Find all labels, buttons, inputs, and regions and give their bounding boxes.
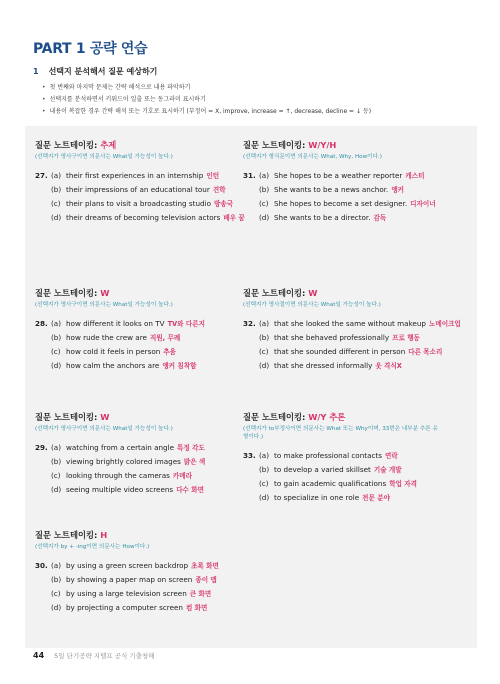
option <box>51 483 245 497</box>
block-header <box>35 139 245 151</box>
option-annotation: 전문 분야 <box>362 494 390 502</box>
option-text: their impressions of an educational tour <box>66 185 210 194</box>
block-note: (선택지가 명사절이면 의문사는 What일 가능성이 높다.) <box>243 302 381 308</box>
option-annotation: 컴 화면 <box>185 604 208 612</box>
header-tag: W/Y 추론 <box>308 412 346 422</box>
block-q30 <box>35 529 245 615</box>
option-text: She hopes to be a weather reporter <box>274 171 403 180</box>
question <box>35 441 245 497</box>
option-text: watching from a certain angle <box>66 443 175 452</box>
book-title: 5일 단기공략 지텔프 공식 기출청해 <box>54 652 155 660</box>
option-annotation: 종이 맵 <box>195 576 217 584</box>
header-label: 질문 노트테이킹: <box>243 412 309 422</box>
option-annotation: 연락 <box>385 452 398 460</box>
question-number: 33. <box>243 451 256 460</box>
option-label: (c) <box>259 199 269 208</box>
block-header <box>35 287 245 299</box>
option-text: how cold it feels in person <box>66 347 161 356</box>
option <box>51 197 245 211</box>
option-text: that she looked the same without makeup <box>274 319 426 328</box>
block-header <box>35 529 245 541</box>
block-note: (선택지가 명사구이면 의문사는 What일 가능성이 높다.) <box>35 154 173 160</box>
option-annotation: 감독 <box>373 214 387 222</box>
option-label: (c) <box>259 347 269 356</box>
header-label: 질문 노트테이킹: <box>35 530 101 540</box>
option-text: by using a large television screen <box>66 589 187 598</box>
option-annotation: 직원, 무례 <box>149 334 181 342</box>
option <box>51 211 245 225</box>
header-label: 질문 노트테이킹: <box>35 412 101 422</box>
option-text: that she sounded different in person <box>274 347 406 356</box>
header-tag: W <box>308 288 318 298</box>
option-label: (c) <box>51 471 61 480</box>
option-label: (c) <box>259 479 269 488</box>
option-label: (b) <box>51 333 62 342</box>
option-label: (a) <box>51 443 62 452</box>
question <box>35 169 245 225</box>
option-label: (d) <box>259 493 270 502</box>
option-annotation: 노메이크업 <box>428 320 461 328</box>
option-label: (b) <box>259 465 270 474</box>
question-number: 31. <box>243 171 256 180</box>
option-annotation: 다수 화면 <box>176 486 204 494</box>
option-label: (d) <box>51 603 62 612</box>
option-annotation: 추움 <box>163 348 177 356</box>
option <box>51 559 245 573</box>
option <box>259 477 473 491</box>
option-label: (b) <box>51 457 62 466</box>
block-header <box>243 139 473 151</box>
block-q32 <box>243 287 473 373</box>
section-heading <box>33 66 157 77</box>
option-label: (b) <box>51 575 62 584</box>
option-label: (d) <box>259 213 270 222</box>
option <box>259 317 473 331</box>
option <box>51 345 245 359</box>
option-annotation: 프로 행동 <box>392 334 420 342</box>
option-annotation: 큰 화면 <box>189 590 212 598</box>
option-text: how calm the anchors are <box>66 361 160 370</box>
option <box>51 573 245 587</box>
intro-item: • 첫 번째와 마지막 문제는 간략 해석으로 내용 파악하기 <box>42 82 371 94</box>
option-label: (b) <box>51 185 62 194</box>
option-text: looking through the cameras <box>66 471 170 480</box>
option-label: (a) <box>259 451 270 460</box>
option-label: (d) <box>51 361 62 370</box>
option-annotation: 초록 화면 <box>191 562 219 570</box>
block-header <box>35 411 245 423</box>
option-label: (a) <box>51 319 62 328</box>
option-label: (c) <box>51 589 61 598</box>
option-text: their dreams of becoming television actors <box>66 213 221 222</box>
option-text: viewing brightly colored images <box>66 457 181 466</box>
practice-panel <box>25 126 477 648</box>
header-tag: W <box>100 288 110 298</box>
header-label: 질문 노트테이킹: <box>243 288 309 298</box>
option <box>259 197 473 211</box>
option-label: (d) <box>51 485 62 494</box>
option <box>259 331 473 345</box>
option-text: to gain academic qualifications <box>274 479 387 488</box>
option-label: (b) <box>259 185 270 194</box>
option <box>259 463 473 477</box>
option-label: (b) <box>259 333 270 342</box>
option <box>259 359 473 373</box>
block-q31 <box>243 139 473 225</box>
option-text: She hopes to become a set designer. <box>274 199 408 208</box>
option <box>259 449 473 463</box>
option-label: (d) <box>259 361 270 370</box>
section-title: 선택지 분석해서 질문 예상하기 <box>48 67 158 76</box>
option-label: (c) <box>51 199 61 208</box>
option <box>51 587 245 601</box>
option <box>259 183 473 197</box>
header-tag: W <box>100 412 110 422</box>
option-annotation: 다른 목소리 <box>408 348 443 356</box>
option-text: to make professional contacts <box>274 451 382 460</box>
header-tag: H <box>100 530 108 540</box>
question <box>243 317 473 373</box>
option-text: their plans to visit a broadcasting studio <box>66 199 211 208</box>
option-text: She wants to be a news anchor. <box>274 185 389 194</box>
part-title: PART 1 공략 연습 <box>33 41 148 57</box>
option-text: that she dressed informally <box>274 361 373 370</box>
question-number: 29. <box>35 443 48 452</box>
header-label: 질문 노트테이킹: <box>35 288 101 298</box>
option-text: by showing a paper map on screen <box>66 575 193 584</box>
header-label: 질문 노트테이킹: <box>35 140 101 150</box>
question-number: 32. <box>243 319 256 328</box>
option-annotation: TV와 다른지 <box>167 320 205 328</box>
section-number: 1 <box>33 67 39 76</box>
block-q28 <box>35 287 245 373</box>
option <box>51 601 245 615</box>
option-text: that she behaved professionally <box>274 333 390 342</box>
block-note: (선택지가 형식문이면 의문사는 What, Why, How이다.) <box>243 154 382 160</box>
block-note: (선택지가 명사구이면 의문사는 What일 가능성이 높다.) <box>35 302 173 308</box>
option-annotation: 카메라 <box>172 472 192 480</box>
option-annotation: 밝은 색 <box>183 458 206 466</box>
option-annotation: 특정 각도 <box>177 444 205 452</box>
option-text: to specialize in one role <box>274 493 360 502</box>
option-text: by projecting a computer screen <box>66 603 183 612</box>
question <box>243 449 473 505</box>
option-annotation: 견학 <box>212 186 226 194</box>
page-footer <box>33 651 154 660</box>
option <box>51 183 245 197</box>
option-text: how different it looks on TV <box>66 319 165 328</box>
option <box>51 331 245 345</box>
option <box>51 455 245 469</box>
header-tag: 추제 <box>100 140 117 150</box>
option-text: their first experiences in an internship <box>66 171 204 180</box>
option-text: how rude the crew are <box>66 333 147 342</box>
option <box>259 345 473 359</box>
question-number: 30. <box>35 561 48 570</box>
header-tag: W/Y/H <box>308 140 337 150</box>
block-q33 <box>243 411 473 505</box>
option <box>51 317 245 331</box>
option <box>51 169 245 183</box>
question-number: 27. <box>35 171 48 180</box>
question <box>35 317 245 373</box>
block-q27 <box>35 139 245 225</box>
option <box>259 169 473 183</box>
option-label: (a) <box>259 171 270 180</box>
option-label: (a) <box>51 561 62 570</box>
intro-list <box>42 82 371 118</box>
block-note: (선택지가 명사구이면 의문사는 What일 가능성이 높다.) <box>35 426 173 432</box>
question <box>243 169 473 225</box>
block-q29 <box>35 411 245 497</box>
option-text: by using a green screen backdrop <box>66 561 189 570</box>
intro-item: • 내용이 복잡한 경우 간략 해석 또는 기호로 표시하기 (부정어 = X, improve, increase = ↑, decrease, decline = ↓ 등) <box>42 106 371 118</box>
option-annotation: 방송국 <box>213 200 234 208</box>
option-annotation: 옷 격식X <box>375 362 402 370</box>
option-text: to develop a varied skillset <box>274 465 371 474</box>
option <box>51 441 245 455</box>
option-annotation: 인턴 <box>206 172 220 180</box>
option <box>259 491 473 505</box>
option-label: (c) <box>51 347 61 356</box>
question-number: 28. <box>35 319 48 328</box>
option-annotation: 앵커 침착함 <box>162 362 197 370</box>
block-note: (선택지가 to부정사이면 의문사는 What 또는 Why이며, 33번은 내부분 추론 유형이다.) <box>243 426 438 440</box>
block-header <box>243 411 473 423</box>
option-text: seeing multiple video screens <box>66 485 174 494</box>
option-annotation: 학업 자격 <box>389 480 417 488</box>
option-annotation: 기술 개발 <box>373 466 402 474</box>
block-note: (선택지가 by + -ing이면 의문사는 How이다.) <box>35 544 150 550</box>
option-label: (a) <box>51 171 62 180</box>
option <box>51 359 245 373</box>
header-label: 질문 노트테이킹: <box>243 140 309 150</box>
option-annotation: 캐스터 <box>405 172 425 180</box>
option-annotation: 배우 꿈 <box>223 214 245 222</box>
option-annotation: 앵커 <box>391 186 405 194</box>
page-number: 44 <box>33 651 45 660</box>
block-header <box>243 287 473 299</box>
intro-item: • 선택지를 분석하면서 키워드이 일출 또는 동그라미 표시하기 <box>42 94 371 106</box>
option-label: (d) <box>51 213 62 222</box>
option <box>51 469 245 483</box>
option-label: (a) <box>259 319 270 328</box>
option-annotation: 디자이너 <box>410 200 436 208</box>
option-text: She wants to be a director. <box>274 213 371 222</box>
question <box>35 559 245 615</box>
option <box>259 211 473 225</box>
